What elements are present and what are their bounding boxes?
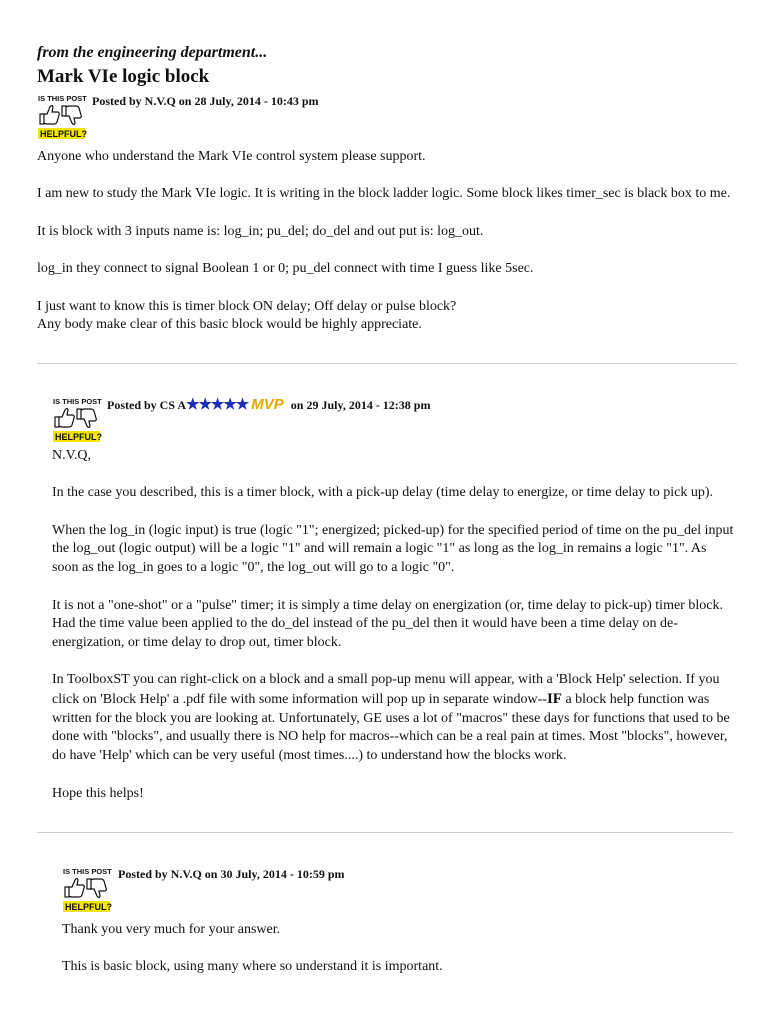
post-author[interactable]: N.V.Q [144,94,176,108]
post-meta [107,397,430,413]
post-paragraph: This is basic block, using many where so understand it is important. [62,959,443,975]
post-closing: Hope this helps! [52,785,144,801]
post-paragraph: In the case you described, this is a timer block, with a pick-up delay (time delay to energize, or time delay to pick up). [52,485,714,501]
emphasis-text: IF [546,691,562,708]
post-date: 29 July, 2014 - 12:38 pm [306,398,431,412]
post-paragraph: It is not a "one-shot" or a "pulse" timer; it is simply a time delay on energization (or, time delay to pick-up) timer block. Had the time value been applied to the do_del instead of the pu_del then it would have been a time delay on de-energization, or time delay to drop out, timer block. [52,597,723,650]
post-author[interactable]: CS A [159,398,187,412]
post-2 [52,396,736,803]
post-paragraph: Thank you very much for your answer. [62,922,281,937]
post-paragraph: When the log_in (logic input) is true (logic "1"; energized; picked-up) for the specified period of time on the pu_del input the log_out (logic output) will be a logic "1" and will remain a logic "1" as long as the log_in remains a logic "1". As soon as the log_in goes to a logic "0", the log_out will go to a logic "0". [52,522,734,576]
mvp-badge: MVP [251,396,284,413]
post-header [37,93,737,145]
post-paragraph: N.V.Q, [52,448,92,463]
post-paragraph [52,671,736,766]
post-author[interactable]: N.V.Q [170,867,202,881]
post-paragraph: Anyone who understand the Mark VIe control system please support. [37,149,426,164]
rating-stars-icon: ★★★★★ [186,397,249,413]
post-header [52,396,736,448]
on-label: on [290,398,304,412]
helpful-thumbs-icon[interactable] [37,93,91,143]
post-paragraph: I just want to know this is timer block ON delay; Off delay or pulse block? Any body make clear of this basic block would be highly appreciate. [37,298,457,333]
post-meta [118,866,345,882]
post-header [62,866,732,918]
post-date: 30 July, 2014 - 10:59 pm [220,867,345,881]
post-paragraph: It is block with 3 inputs name is: log_in; pu_del; do_del and out put is: log_out. [37,223,484,239]
post-3 [62,866,732,977]
posted-by-label: Posted by [107,398,157,412]
on-label: on [178,94,192,108]
page-title: Mark VIe logic block [37,66,210,87]
helpful-thumbs-icon[interactable] [62,866,116,916]
posted-by-label: Posted by [118,867,168,881]
post-body [52,447,736,803]
divider [37,832,733,833]
section-label: from the engineering department... [37,44,268,61]
posted-by-label: Posted by [92,94,142,108]
paragraph-text: a block help function was written for the block you are looking at. Unfortunately, GE uses a lot of "macros" these days for functions that used to be done with "blocks", and usually there is NO help for macros--which can be a real pain at times. Most "blocks", however, do have 'Help' which can be very useful (most times....) to understand how the blocks work. [52,692,730,764]
post-body [62,921,732,977]
post-paragraph: I am new to study the Mark VIe logic. It is writing in the block ladder logic. Some block likes timer_sec is black box to me. [37,186,731,202]
on-label: on [204,867,218,881]
post-date: 28 July, 2014 - 10:43 pm [194,94,319,108]
helpful-thumbs-icon[interactable] [52,396,106,446]
post-body [37,148,737,335]
divider [37,363,737,364]
post-1 [37,93,737,335]
post-paragraph: log_in they connect to signal Boolean 1 or 0; pu_del connect with time I guess like 5sec. [37,261,534,277]
paragraph-text: In ToolboxST you can right-click on a block and a small pop-up menu will appear, with a 'Block Help' selection. If you click on 'Block Help' a .pdf file with some information will pop up in separate window-- [52,672,720,708]
post-meta [92,93,319,109]
